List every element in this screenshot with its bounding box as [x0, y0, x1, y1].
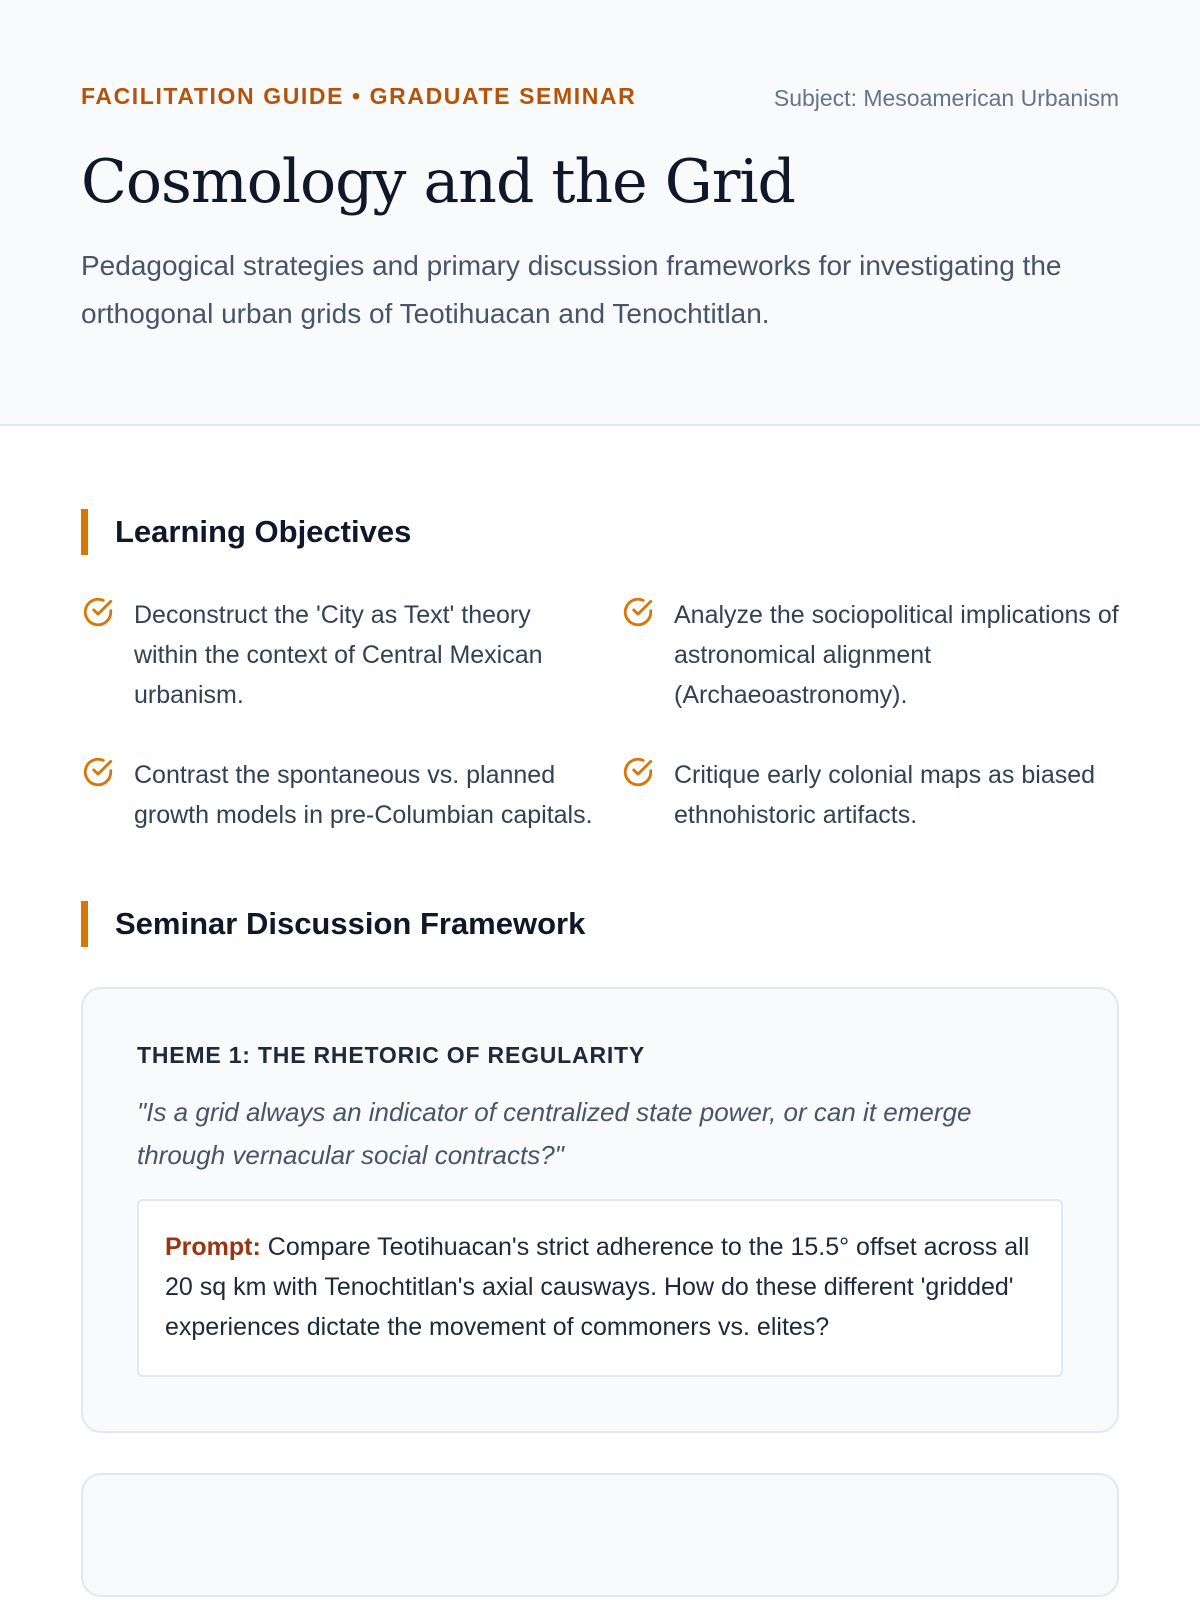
objective-item	[81, 595, 621, 715]
theme-quote: "Is a grid always an indicator of centralized state power, or can it emerge through vernacular social contracts?"	[137, 1097, 972, 1170]
subject-label: Subject: Mesoamerican Urbanism	[773, 85, 1119, 111]
objective-text: Critique early colonial maps as biased ethnohistoric artifacts.	[674, 761, 1096, 829]
prompt-label: Prompt:	[165, 1233, 261, 1261]
theme-title: THEME 1: THE RHETORIC OF REGULARITY	[137, 1042, 646, 1068]
objective-text: Contrast the spontaneous vs. planned growth models in pre-Columbian capitals.	[134, 761, 593, 829]
theme-card	[81, 987, 1119, 1433]
main-content	[0, 509, 1200, 1597]
discussion-framework-heading: Seminar Discussion Framework	[81, 901, 1119, 947]
guide-eyebrow: FACILITATION GUIDE • GRADUATE SEMINAR	[81, 83, 637, 109]
objective-item	[621, 595, 1121, 715]
objectives-grid	[81, 595, 1119, 835]
objective-text: Analyze the sociopolitical implications of astronomical alignment (Archaeoastronomy).	[674, 601, 1119, 709]
page-header	[0, 0, 1200, 426]
prompt-box	[137, 1199, 1063, 1377]
objective-item	[81, 755, 621, 835]
theme-card-next	[81, 1473, 1119, 1597]
prompt-text: Compare Teotihuacan's strict adherence to the 15.5° offset across all 20 sq km with Tenochtitlan's axial causways. How do these different 'gridded' experiences dictate the movement of commoners vs. elites?	[165, 1233, 1030, 1341]
check-circle-icon	[81, 595, 115, 629]
objective-text: Deconstruct the 'City as Text' theory within the context of Central Mexican urbanism.	[134, 601, 543, 709]
check-circle-icon	[621, 755, 655, 789]
page-subtitle: Pedagogical strategies and primary discussion frameworks for investigating the orthogonal urban grids of Teotihuacan and Tenochtitlan.	[81, 250, 1062, 329]
check-circle-icon	[621, 595, 655, 629]
page-title: Cosmology and the Grid	[81, 147, 795, 217]
objective-item	[621, 755, 1121, 835]
learning-objectives-heading: Learning Objectives	[81, 509, 1119, 555]
check-circle-icon	[81, 755, 115, 789]
